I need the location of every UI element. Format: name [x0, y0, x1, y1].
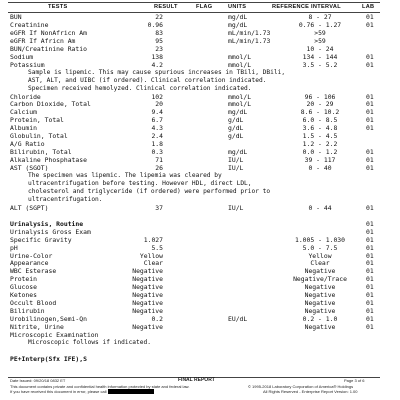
comment-line	[0, 180, 400, 188]
reference-interval: 3.6 - 4.8	[302, 124, 338, 133]
confidentiality-notice: This document contains private and confidential health information protected by state and federal law.	[10, 384, 190, 389]
redacted-phone-block	[108, 389, 154, 394]
comment-text: AST, ALT, and UIBC (if ordered). Clinical correlation indicated.	[28, 76, 267, 84]
report-footer	[8, 378, 380, 398]
table-row	[0, 299, 400, 307]
lab-code: 01	[366, 124, 374, 133]
lab-code: 01	[366, 92, 374, 101]
result-value: 0.96	[147, 20, 163, 29]
test-name: Globulin, Total	[10, 132, 68, 141]
blank-row	[0, 212, 400, 220]
units-value: mg/dL	[228, 13, 248, 21]
reference-interval: >59	[314, 36, 326, 45]
test-name: pH	[10, 243, 18, 252]
lab-code: 01	[366, 164, 374, 173]
units-value: mg/dL	[228, 20, 248, 29]
reference-interval: Yellow	[308, 251, 332, 260]
reference-interval: 10 - 24	[306, 44, 334, 53]
lab-code: 01	[366, 227, 374, 236]
section-heading-row	[0, 220, 400, 228]
received-in-error-notice	[10, 389, 154, 394]
result-value: Negative	[132, 291, 163, 300]
table-row	[0, 116, 400, 124]
table-row	[0, 148, 400, 156]
reference-interval: 0.76 - 1.27	[298, 20, 342, 29]
lab-code: 01	[366, 235, 374, 244]
test-name: Carbon Dioxide, Total	[10, 100, 91, 109]
result-value: Negative	[132, 267, 163, 276]
table-row	[0, 13, 400, 21]
page-number: Page 3 of 6	[344, 378, 365, 383]
test-name: eGFR If Africn Am	[10, 36, 76, 45]
comment-text: Microscopic follows if indicated.	[28, 338, 151, 346]
test-name: BUN/Creatinine Ratio	[10, 44, 87, 53]
comment-line	[0, 172, 400, 180]
header-lab: LAB	[362, 4, 375, 10]
reference-interval: 1.2 - 2.2	[302, 140, 338, 149]
result-value: 37	[155, 203, 163, 212]
reference-interval: 8 - 27	[308, 13, 332, 21]
test-name: AST (SGOT)	[10, 164, 49, 173]
units-value: mmol/L	[228, 60, 252, 69]
header-reference-interval: REFERENCE INTERVAL	[272, 4, 341, 10]
lab-code: 01	[366, 156, 374, 165]
test-name: Urobilinogen,Semi-Qn	[10, 315, 87, 324]
lab-code: 01	[366, 148, 374, 157]
reference-interval: 1.5 - 4.5	[302, 132, 338, 141]
date-issued: Date Issued: 09/20/18 0832 ET	[10, 378, 66, 383]
reference-interval: Negative	[304, 291, 336, 300]
blank-row	[0, 347, 400, 355]
lab-code: 01	[366, 307, 374, 316]
table-row	[0, 331, 400, 339]
comment-text: Specimen received hemolyzed. Clinical correlation indicated.	[28, 84, 252, 92]
result-value: 23	[155, 44, 163, 53]
test-name: Chloride	[10, 92, 41, 101]
header-result: RESULT	[154, 4, 178, 10]
test-name: Calcium	[10, 108, 37, 117]
test-name: Occult Blood	[10, 299, 57, 308]
header-tests: TESTS	[48, 4, 68, 10]
table-row	[0, 244, 400, 252]
units-value: g/dL	[228, 132, 244, 141]
table-row	[0, 252, 400, 260]
comment-text: ultracentrifugation.	[28, 195, 103, 203]
lab-code: 01	[366, 275, 374, 284]
lab-code: 01	[366, 52, 374, 61]
results-table-header	[8, 2, 380, 13]
reference-interval: 5.0 - 7.5	[302, 243, 338, 252]
lab-code: 01	[366, 315, 374, 324]
table-row	[0, 61, 400, 69]
lab-code: 01	[366, 219, 374, 228]
table-row	[0, 307, 400, 315]
rights-notice: All Rights Reserved - Enterprise Report Version: 1.00	[263, 389, 358, 394]
units-value: IU/L	[228, 164, 244, 173]
units-value: EU/dL	[228, 315, 248, 324]
table-row	[0, 100, 400, 108]
lab-code: 01	[366, 291, 374, 300]
test-name: Protein	[10, 275, 37, 284]
header-flag: FLAG	[196, 4, 213, 10]
result-value: 2.4	[151, 132, 163, 141]
result-value: 0.3	[151, 148, 163, 157]
comment-line	[0, 188, 400, 196]
result-value: 6.7	[151, 116, 163, 125]
test-name: Protein, Total	[10, 116, 64, 125]
section-heading: Urinalysis, Routine	[10, 219, 84, 228]
reference-interval: Negative/Trace	[293, 275, 347, 284]
reference-interval: Negative	[304, 299, 336, 308]
table-row	[0, 164, 400, 172]
units-value: g/dL	[228, 116, 244, 125]
result-value: 95	[155, 36, 163, 45]
result-value: 138	[151, 52, 163, 61]
units-value: mmol/L	[228, 52, 252, 61]
units-value: mmol/L	[228, 92, 252, 101]
result-value: 20	[155, 100, 163, 109]
result-value: 102	[151, 92, 163, 101]
table-row	[0, 236, 400, 244]
lab-code: 01	[366, 108, 374, 117]
comment-line	[0, 339, 400, 347]
test-name: Glucose	[10, 283, 37, 292]
comment-text: cholesterol and triglyceride (if ordered) were performed prior to	[28, 187, 271, 195]
header-units: UNITS	[228, 4, 247, 10]
test-name: Albumin	[10, 124, 37, 133]
table-row	[0, 108, 400, 116]
section-heading: PE+Interp(Sfx IFE),S	[10, 354, 87, 363]
result-value: 4.3	[151, 124, 163, 133]
lab-code: 01	[366, 267, 374, 276]
result-value: Negative	[132, 283, 163, 292]
table-row	[0, 259, 400, 267]
result-value: 22	[155, 13, 163, 21]
reference-interval: >59	[314, 28, 326, 37]
test-name: Urine-Color	[10, 251, 53, 260]
units-value: g/dL	[228, 124, 244, 133]
comment-line	[0, 77, 400, 85]
test-name: Potassium	[10, 60, 45, 69]
reference-interval: 6.0 - 8.5	[302, 116, 338, 125]
result-value: Clear	[143, 259, 163, 268]
comment-line	[0, 196, 400, 204]
result-value: 9.4	[151, 108, 163, 117]
test-name: ALT (SGPT)	[10, 203, 49, 212]
table-row	[0, 132, 400, 140]
units-value: IU/L	[228, 156, 244, 165]
lab-code: 01	[366, 203, 374, 212]
table-row	[0, 275, 400, 283]
reference-interval: 134 - 144	[302, 52, 338, 61]
result-value: 26	[155, 164, 163, 173]
comment-line	[0, 85, 400, 93]
result-value: 5.5	[151, 243, 163, 252]
comment-text: The specimen was lipemic. The lipemia was cleared by	[28, 172, 222, 179]
lab-code: 01	[366, 251, 374, 260]
reference-interval: Negative	[304, 283, 336, 292]
final-report-label: FINAL REPORT	[178, 377, 215, 383]
lab-code: 01	[366, 20, 374, 29]
reference-interval: Clear	[310, 259, 330, 268]
result-value: Negative	[132, 275, 163, 284]
table-row	[0, 315, 400, 323]
test-name: Sodium	[10, 52, 34, 61]
lab-code: 01	[366, 299, 374, 308]
reference-interval: 96 - 106	[304, 92, 336, 101]
lab-code: 01	[366, 323, 374, 332]
lab-code: 01	[366, 243, 374, 252]
test-name: Urinalysis Gross Exam	[10, 227, 91, 236]
test-name: Nitrite, Urine	[10, 323, 64, 332]
test-name: A/G Ratio	[10, 140, 45, 149]
units-value: mL/min/1.73	[228, 36, 271, 45]
lab-code: 01	[366, 13, 374, 21]
table-row	[0, 124, 400, 132]
table-row	[0, 204, 400, 212]
comment-text: ultracentrifugation before testing. However HDL, direct LDL,	[28, 179, 252, 187]
result-value: Negative	[132, 323, 163, 332]
received-error-text: If you have received this document in error, please call	[10, 389, 107, 394]
reference-interval: Negative	[304, 323, 336, 332]
reference-interval: 39 - 117	[304, 156, 336, 165]
reference-interval: 20 - 29	[306, 100, 334, 109]
reference-interval: 0 - 44	[308, 203, 332, 212]
reference-interval: 0.2 - 1.0	[302, 315, 338, 324]
result-value: 71	[155, 156, 163, 165]
comment-text: Sample is lipemic. This may cause spurious increases in TBili, DBili,	[28, 68, 286, 76]
table-row	[0, 21, 400, 29]
table-row	[0, 140, 400, 148]
units-value: mL/min/1.73	[228, 28, 271, 37]
table-row	[0, 45, 400, 53]
test-name: BUN	[10, 13, 22, 21]
test-name: Bilirubin	[10, 307, 45, 316]
test-name: eGFR If NonAfricn Am	[10, 28, 87, 37]
test-name: Ketones	[10, 291, 37, 300]
reference-interval: Negative	[304, 307, 336, 316]
section-heading-row	[0, 355, 400, 363]
reference-interval: 0 - 40	[308, 164, 332, 173]
result-value: 83	[155, 28, 163, 37]
result-value: 1.8	[151, 140, 163, 149]
table-row	[0, 228, 400, 236]
reference-interval: 3.5 - 5.2	[302, 60, 338, 69]
table-row	[0, 37, 400, 45]
lab-code: 01	[366, 60, 374, 69]
result-value: Negative	[132, 307, 163, 316]
units-value: mg/dL	[228, 108, 248, 117]
table-row	[0, 53, 400, 61]
test-name: Creatinine	[10, 20, 49, 29]
units-value: mg/dL	[228, 148, 248, 157]
result-value: 4.2	[151, 60, 163, 69]
table-row	[0, 93, 400, 101]
result-value: Yellow	[139, 251, 163, 260]
lab-code: 01	[366, 100, 374, 109]
lab-code: 01	[366, 116, 374, 125]
reference-interval: 8.6 - 10.2	[300, 108, 340, 117]
table-row	[0, 283, 400, 291]
test-name: Alkaline Phosphatase	[10, 156, 87, 165]
table-row	[0, 29, 400, 37]
copyright-notice: © 1995-2018 Laboratory Corporation of America® Holdings	[248, 384, 354, 389]
result-value: 0.2	[151, 315, 163, 324]
units-value: mmol/L	[228, 100, 252, 109]
test-name: Microscopic Examination	[10, 331, 99, 339]
reference-interval: 0.0 - 1.2	[302, 148, 338, 157]
table-row	[0, 156, 400, 164]
reference-interval: Negative	[304, 267, 336, 276]
lab-code: 01	[366, 259, 374, 268]
result-value: Negative	[132, 299, 163, 308]
test-name: Specific Gravity	[10, 235, 72, 244]
table-row	[0, 267, 400, 275]
test-name: WBC Esterase	[10, 267, 57, 276]
test-name: Appearance	[10, 259, 49, 268]
table-row	[0, 291, 400, 299]
result-value: 1.027	[143, 235, 163, 244]
test-name: Bilirubin, Total	[10, 148, 72, 157]
reference-interval: 1.005 - 1.030	[294, 235, 346, 244]
comment-line	[0, 69, 400, 77]
lab-code: 01	[366, 283, 374, 292]
units-value: IU/L	[228, 203, 244, 212]
table-row	[0, 323, 400, 331]
